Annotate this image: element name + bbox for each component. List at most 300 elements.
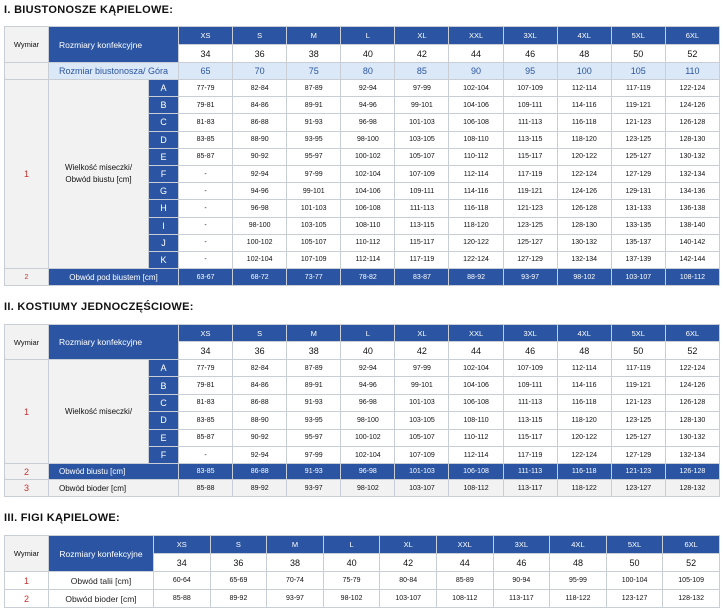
measure-cell: 112-114 xyxy=(449,446,503,463)
gora-value: 70 xyxy=(233,63,287,80)
measure-cell: 93-95 xyxy=(287,131,341,148)
cup-letter: A xyxy=(149,80,179,97)
measure-cell: 107-109 xyxy=(503,80,557,97)
measure-cell: 121-123 xyxy=(611,114,665,131)
measure-cell: 126-128 xyxy=(665,394,719,411)
measure-cell: 114-116 xyxy=(557,97,611,114)
measure-cell: 98-100 xyxy=(341,412,395,429)
bioder-value: 93-97 xyxy=(267,590,324,608)
measure-cell: 83-85 xyxy=(179,131,233,148)
bioder-value: 103-107 xyxy=(395,480,449,497)
konf-value: 40 xyxy=(323,554,380,572)
cup-letter: C xyxy=(149,114,179,131)
biust-value: 83-85 xyxy=(179,464,233,480)
talii-value: 105-109 xyxy=(663,572,720,590)
size-header: 4XL xyxy=(557,325,611,342)
bioder-value: 89-92 xyxy=(210,590,267,608)
size-header: 4XL xyxy=(550,536,607,554)
measure-cell: 85-87 xyxy=(179,429,233,446)
size-header: L xyxy=(341,325,395,342)
measure-cell: 142-144 xyxy=(665,251,719,268)
cup-letter: I xyxy=(149,217,179,234)
measure-cell: 117-119 xyxy=(611,360,665,377)
measure-cell: 124-126 xyxy=(665,97,719,114)
measure-cell: 99-101 xyxy=(287,183,341,200)
bra-size-table xyxy=(4,26,720,286)
pod-value: 73-77 xyxy=(287,269,341,286)
measure-cell: 112-114 xyxy=(557,80,611,97)
pod-value: 63-67 xyxy=(179,269,233,286)
measure-cell: 97-99 xyxy=(395,80,449,97)
measure-cell: 97-99 xyxy=(287,165,341,182)
konf-label: Rozmiary konfekcyjne xyxy=(49,325,179,360)
konf-label: Rozmiary konfekcyjne xyxy=(49,27,179,63)
konf-value: 42 xyxy=(395,342,449,360)
size-header: XXL xyxy=(449,27,503,45)
size-header: 5XL xyxy=(611,325,665,342)
size-header: S xyxy=(233,325,287,342)
measure-cell: 94-96 xyxy=(341,377,395,394)
measure-cell: 127-129 xyxy=(503,251,557,268)
measure-cell: 112-114 xyxy=(557,360,611,377)
measure-cell: 112-114 xyxy=(341,251,395,268)
biust-value: 96-98 xyxy=(341,464,395,480)
measure-cell: 140-142 xyxy=(665,234,719,251)
measure-cell: 84-86 xyxy=(233,97,287,114)
konf-value: 46 xyxy=(503,342,557,360)
measure-cell: 128-130 xyxy=(665,131,719,148)
talii-value: 65-69 xyxy=(210,572,267,590)
briefs-size-table xyxy=(4,535,720,608)
measure-cell: 99-101 xyxy=(395,97,449,114)
bioder-value: 85-88 xyxy=(154,590,211,608)
measure-cell: 106-108 xyxy=(449,114,503,131)
measure-cell: 93-95 xyxy=(287,412,341,429)
gora-value: 90 xyxy=(449,63,503,80)
measure-cell: 83-85 xyxy=(179,412,233,429)
swimsuit-size-table xyxy=(4,324,720,497)
gora-value: 110 xyxy=(665,63,719,80)
konf-value: 36 xyxy=(210,554,267,572)
measure-cell: 113-115 xyxy=(503,131,557,148)
measure-cell: 130-132 xyxy=(665,429,719,446)
talii-value: 100-104 xyxy=(606,572,663,590)
measure-cell: 117-119 xyxy=(503,165,557,182)
measure-cell: 128-130 xyxy=(557,217,611,234)
size-header: XS xyxy=(154,536,211,554)
measure-cell: 102-104 xyxy=(233,251,287,268)
konf-value: 50 xyxy=(611,342,665,360)
measure-cell: 111-113 xyxy=(395,200,449,217)
biust-value: 86-88 xyxy=(233,464,287,480)
biust-value: 101-103 xyxy=(395,464,449,480)
biust-value: 116-118 xyxy=(557,464,611,480)
gora-value: 85 xyxy=(395,63,449,80)
measure-cell: 138-140 xyxy=(665,217,719,234)
measure-cell: 103-105 xyxy=(395,412,449,429)
bioder-value: 103-107 xyxy=(380,590,437,608)
measure-cell: 116-118 xyxy=(557,394,611,411)
pod-value: 103-107 xyxy=(611,269,665,286)
konf-value: 40 xyxy=(341,342,395,360)
measure-cell: 120-122 xyxy=(557,429,611,446)
konf-value: 42 xyxy=(395,45,449,63)
section-title-biustonosze: I. BIUSTONOSZE KĄPIELOWE: xyxy=(4,4,174,16)
measure-cell: 124-126 xyxy=(557,183,611,200)
measure-cell: 128-130 xyxy=(665,412,719,429)
measure-cell: 126-128 xyxy=(557,200,611,217)
measure-cell: 81-83 xyxy=(179,394,233,411)
biust-value: 111-113 xyxy=(503,464,557,480)
measure-cell: 119-121 xyxy=(503,183,557,200)
konf-value: 52 xyxy=(663,554,720,572)
measure-cell: 106-108 xyxy=(449,394,503,411)
size-header: XL xyxy=(395,27,449,45)
measure-cell: 103-105 xyxy=(395,131,449,148)
cup-letter: D xyxy=(149,412,179,429)
measure-cell: 102-104 xyxy=(449,360,503,377)
row-number: 2 xyxy=(5,464,49,480)
wymiar-header: Wymiar xyxy=(5,536,49,572)
measure-cell: 100-102 xyxy=(233,234,287,251)
measure-cell: - xyxy=(179,217,233,234)
size-header: 4XL xyxy=(557,27,611,45)
obwod-biustu-label: Obwód biustu [cm] xyxy=(49,464,179,480)
bioder-value: 108-112 xyxy=(449,480,503,497)
wymiar-header: Wymiar xyxy=(5,325,49,360)
measure-cell: 90-92 xyxy=(233,429,287,446)
measure-cell: 121-123 xyxy=(503,200,557,217)
konf-value: 34 xyxy=(154,554,211,572)
measure-cell: 77-79 xyxy=(179,360,233,377)
bioder-value: 85-88 xyxy=(179,480,233,497)
pod-biustem-label: Obwód pod biustem [cm] xyxy=(49,269,179,286)
measure-cell: 107-109 xyxy=(503,360,557,377)
measure-cell: 91-93 xyxy=(287,114,341,131)
measure-cell: 90-92 xyxy=(233,148,287,165)
measure-cell: 117-119 xyxy=(395,251,449,268)
measure-cell: 131-133 xyxy=(611,200,665,217)
row-number: 1 xyxy=(5,572,49,590)
konf-value: 46 xyxy=(503,45,557,63)
measure-cell: 92-94 xyxy=(233,165,287,182)
measure-cell: 88-90 xyxy=(233,412,287,429)
measure-cell: 102-104 xyxy=(449,80,503,97)
measure-cell: 99-101 xyxy=(395,377,449,394)
measure-cell: 113-115 xyxy=(395,217,449,234)
konf-value: 34 xyxy=(179,342,233,360)
measure-cell: 118-120 xyxy=(557,131,611,148)
cup-letter: E xyxy=(149,429,179,446)
size-header: XS xyxy=(179,325,233,342)
measure-cell: 94-96 xyxy=(341,97,395,114)
measure-cell: 119-121 xyxy=(611,97,665,114)
measure-cell: 122-124 xyxy=(665,360,719,377)
bioder-value: 113-117 xyxy=(493,590,550,608)
talii-value: 90-94 xyxy=(493,572,550,590)
measure-cell: 118-120 xyxy=(449,217,503,234)
size-header: 3XL xyxy=(493,536,550,554)
measure-cell: 115-117 xyxy=(503,148,557,165)
cup-letter: D xyxy=(149,131,179,148)
measure-cell: 85-87 xyxy=(179,148,233,165)
gora-label: Rozmiar biustonosza/ Góra xyxy=(49,63,179,80)
measure-cell: 109-111 xyxy=(395,183,449,200)
measure-cell: 89-91 xyxy=(287,377,341,394)
bioder-value: 128-132 xyxy=(663,590,720,608)
cup-row xyxy=(5,360,720,377)
size-header: 5XL xyxy=(611,27,665,45)
talii-value: 75-79 xyxy=(323,572,380,590)
measure-cell: 124-126 xyxy=(665,377,719,394)
konf-value: 38 xyxy=(267,554,324,572)
bioder-value: 108-112 xyxy=(436,590,493,608)
measure-cell: 127-129 xyxy=(611,446,665,463)
obwod-bioder-label: Obwód bioder [cm] xyxy=(49,480,179,497)
measure-cell: 132-134 xyxy=(665,446,719,463)
measure-cell: 97-99 xyxy=(287,446,341,463)
measure-cell: 98-100 xyxy=(233,217,287,234)
section-title-figi: III. FIGI KĄPIELOWE: xyxy=(4,512,120,524)
measure-cell: 107-109 xyxy=(395,165,449,182)
measure-cell: 116-118 xyxy=(449,200,503,217)
size-header: 6XL xyxy=(665,325,719,342)
biust-value: 121-123 xyxy=(611,464,665,480)
konf-value: 36 xyxy=(233,45,287,63)
konf-value: 38 xyxy=(287,45,341,63)
size-header: XL xyxy=(395,325,449,342)
cup-letter: G xyxy=(149,183,179,200)
measure-cell: 103-105 xyxy=(287,217,341,234)
measure-cell: 135-137 xyxy=(611,234,665,251)
biust-value: 106-108 xyxy=(449,464,503,480)
measure-cell: 125-127 xyxy=(611,429,665,446)
measure-cell: 105-107 xyxy=(287,234,341,251)
size-header: XS xyxy=(179,27,233,45)
konf-value: 34 xyxy=(179,45,233,63)
size-header: 6XL xyxy=(663,536,720,554)
pod-value: 88-92 xyxy=(449,269,503,286)
gora-value: 100 xyxy=(557,63,611,80)
cup-letter: F xyxy=(149,446,179,463)
measure-cell: 110-112 xyxy=(449,429,503,446)
measure-cell: 108-110 xyxy=(341,217,395,234)
measure-cell: 114-116 xyxy=(449,183,503,200)
measure-cell: 113-115 xyxy=(503,412,557,429)
measure-cell: 96-98 xyxy=(341,114,395,131)
size-header: XXL xyxy=(449,325,503,342)
talii-value: 80-84 xyxy=(380,572,437,590)
measure-cell: 121-123 xyxy=(611,394,665,411)
measure-cell: - xyxy=(179,251,233,268)
measure-cell: 87-89 xyxy=(287,80,341,97)
measure-cell: 120-122 xyxy=(449,234,503,251)
measure-cell: 119-121 xyxy=(611,377,665,394)
measure-cell: 134-136 xyxy=(665,183,719,200)
measure-cell: 89-91 xyxy=(287,97,341,114)
konf-value: 52 xyxy=(665,45,719,63)
size-header: 3XL xyxy=(503,325,557,342)
measure-cell: 123-125 xyxy=(611,412,665,429)
konf-value: 52 xyxy=(665,342,719,360)
measure-cell: 117-119 xyxy=(611,80,665,97)
measure-cell: 110-112 xyxy=(341,234,395,251)
measure-cell: 127-129 xyxy=(611,165,665,182)
measure-cell: 86-88 xyxy=(233,114,287,131)
cup-letter: F xyxy=(149,165,179,182)
measure-cell: 120-122 xyxy=(557,148,611,165)
bioder-value: 98-102 xyxy=(323,590,380,608)
cup-row xyxy=(5,80,720,97)
measure-cell: 108-110 xyxy=(449,131,503,148)
measure-cell: 109-111 xyxy=(503,97,557,114)
size-header: 3XL xyxy=(503,27,557,45)
measure-cell: - xyxy=(179,446,233,463)
konf-value: 48 xyxy=(557,342,611,360)
measure-cell: 96-98 xyxy=(341,394,395,411)
pod-value: 108-112 xyxy=(665,269,719,286)
measure-cell: 77-79 xyxy=(179,80,233,97)
measure-cell: 130-132 xyxy=(665,148,719,165)
gora-value: 80 xyxy=(341,63,395,80)
talii-value: 70-74 xyxy=(267,572,324,590)
cup-group-label: Wielkość miseczki/ Obwód biustu [cm] xyxy=(49,80,149,269)
talii-value: 95-99 xyxy=(550,572,607,590)
measure-cell: 108-110 xyxy=(449,412,503,429)
gora-value: 105 xyxy=(611,63,665,80)
measure-cell: 79-81 xyxy=(179,377,233,394)
measure-cell: 92-94 xyxy=(233,446,287,463)
measure-cell: 105-107 xyxy=(395,429,449,446)
size-header: M xyxy=(287,325,341,342)
konf-value: 48 xyxy=(557,45,611,63)
measure-cell: 79-81 xyxy=(179,97,233,114)
bioder-value: 118-122 xyxy=(550,590,607,608)
size-header: 6XL xyxy=(665,27,719,45)
pod-value: 93-97 xyxy=(503,269,557,286)
size-header: XXL xyxy=(436,536,493,554)
measure-cell: 109-111 xyxy=(503,377,557,394)
measure-cell: 133-135 xyxy=(611,217,665,234)
konf-value: 44 xyxy=(449,45,503,63)
konf-value: 42 xyxy=(380,554,437,572)
measure-cell: 111-113 xyxy=(503,394,557,411)
konf-label: Rozmiary konfekcyjne xyxy=(49,536,154,572)
measure-cell: 126-128 xyxy=(665,114,719,131)
measure-cell: 81-83 xyxy=(179,114,233,131)
measure-cell: 88-90 xyxy=(233,131,287,148)
measure-cell: 96-98 xyxy=(233,200,287,217)
obwod-talii-label: Obwód talii [cm] xyxy=(49,572,154,590)
measure-cell: 84-86 xyxy=(233,377,287,394)
gora-value: 95 xyxy=(503,63,557,80)
size-header: M xyxy=(287,27,341,45)
measure-cell: 92-94 xyxy=(341,360,395,377)
measure-cell: 104-106 xyxy=(449,97,503,114)
obwod-bioder-label: Obwód bioder [cm] xyxy=(49,590,154,608)
measure-cell: 132-134 xyxy=(557,251,611,268)
cup-letter: A xyxy=(149,360,179,377)
talii-value: 85-89 xyxy=(436,572,493,590)
measure-cell: 92-94 xyxy=(341,80,395,97)
measure-cell: 122-124 xyxy=(557,165,611,182)
konf-value: 48 xyxy=(550,554,607,572)
size-header: S xyxy=(210,536,267,554)
measure-cell: 100-102 xyxy=(341,429,395,446)
pod-value: 98-102 xyxy=(557,269,611,286)
row-number: 2 xyxy=(5,269,49,286)
measure-cell: 123-125 xyxy=(611,131,665,148)
konf-value: 38 xyxy=(287,342,341,360)
row-number: 1 xyxy=(5,360,49,464)
measure-cell: 87-89 xyxy=(287,360,341,377)
konf-value: 36 xyxy=(233,342,287,360)
measure-cell: 107-109 xyxy=(287,251,341,268)
measure-cell: 136-138 xyxy=(665,200,719,217)
row-number: 1 xyxy=(5,80,49,269)
measure-cell: 98-100 xyxy=(341,131,395,148)
measure-cell: 100-102 xyxy=(341,148,395,165)
measure-cell: 123-125 xyxy=(503,217,557,234)
measure-cell: 106-108 xyxy=(341,200,395,217)
measure-cell: 102-104 xyxy=(341,165,395,182)
measure-cell: 114-116 xyxy=(557,377,611,394)
konf-value: 50 xyxy=(611,45,665,63)
size-header: S xyxy=(233,27,287,45)
cup-letter: H xyxy=(149,200,179,217)
bioder-value: 93-97 xyxy=(287,480,341,497)
bioder-value: 118-122 xyxy=(557,480,611,497)
gora-value: 75 xyxy=(287,63,341,80)
measure-cell: 125-127 xyxy=(611,148,665,165)
size-header: XL xyxy=(380,536,437,554)
konf-value: 44 xyxy=(436,554,493,572)
measure-cell: - xyxy=(179,200,233,217)
cup-letter: C xyxy=(149,394,179,411)
measure-cell: 118-120 xyxy=(557,412,611,429)
measure-cell: 95-97 xyxy=(287,148,341,165)
measure-cell: 111-113 xyxy=(503,114,557,131)
measure-cell: 95-97 xyxy=(287,429,341,446)
konf-value: 40 xyxy=(341,45,395,63)
cup-letter: B xyxy=(149,377,179,394)
measure-cell: 122-124 xyxy=(557,446,611,463)
row-number: 3 xyxy=(5,480,49,497)
measure-cell: 129-131 xyxy=(611,183,665,200)
measure-cell: 115-117 xyxy=(395,234,449,251)
measure-cell: 101-103 xyxy=(287,200,341,217)
size-header: M xyxy=(267,536,324,554)
cup-letter: B xyxy=(149,97,179,114)
measure-cell: 105-107 xyxy=(395,148,449,165)
bioder-value: 123-127 xyxy=(606,590,663,608)
measure-cell: 112-114 xyxy=(449,165,503,182)
pod-value: 68-72 xyxy=(233,269,287,286)
measure-cell: 104-106 xyxy=(341,183,395,200)
bioder-value: 128-132 xyxy=(665,480,719,497)
measure-cell: 97-99 xyxy=(395,360,449,377)
bioder-value: 98-102 xyxy=(341,480,395,497)
cup-letter: J xyxy=(149,234,179,251)
gora-value: 65 xyxy=(179,63,233,80)
measure-cell: - xyxy=(179,234,233,251)
measure-cell: 110-112 xyxy=(449,148,503,165)
measure-cell: 82-84 xyxy=(233,80,287,97)
measure-cell: 130-132 xyxy=(557,234,611,251)
pod-value: 78-82 xyxy=(341,269,395,286)
measure-cell: 117-119 xyxy=(503,446,557,463)
measure-cell: 122-124 xyxy=(665,80,719,97)
